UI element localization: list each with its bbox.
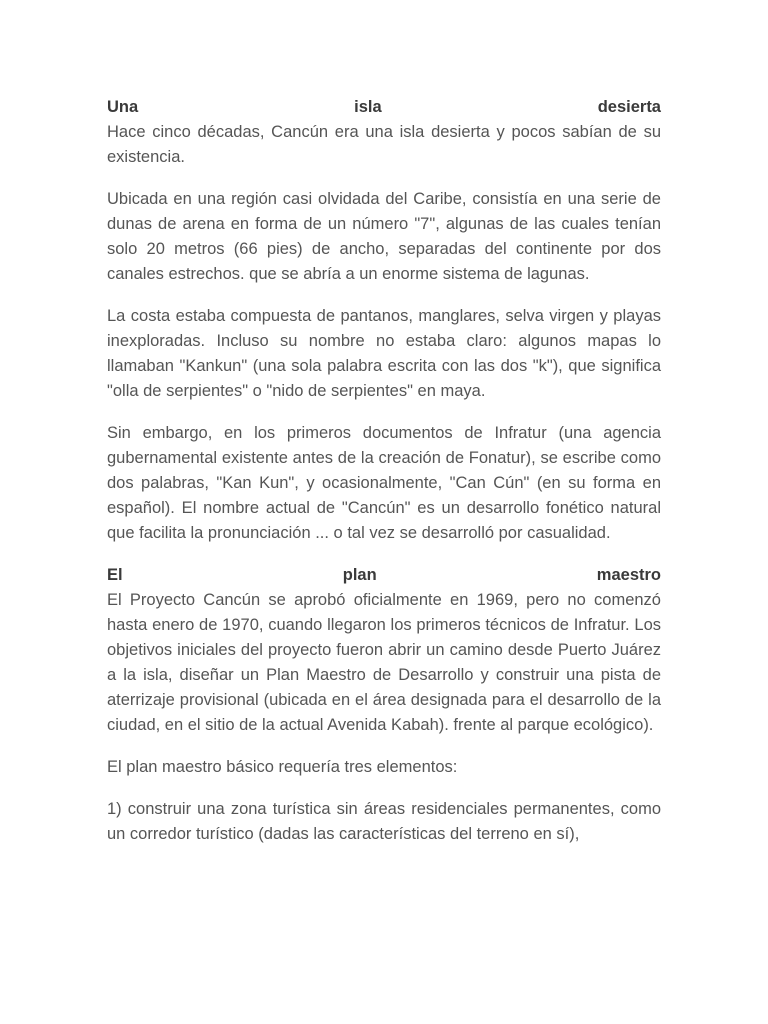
paragraph-block (107, 755, 661, 780)
paragraph-block (107, 187, 661, 287)
paragraph: El Proyecto Cancún se aprobó oficialmente en 1969, pero no comenzó hasta enero de 1970, cuando llegaron los primeros técnicos de Infratur. Los objetivos iniciales del proyecto fueron abrir un camino desde Puerto Juárez a la isla, diseñar un Plan Maestro de Desarrollo y construir una pista de aterrizaje provisional (ubicada en el área designada para el desarrollo de la ciudad, en el sitio de la actual Avenida Kabah). frente al parque ecológico). (107, 591, 661, 734)
paragraph: Hace cinco décadas, Cancún era una isla desierta y pocos sabían de su existencia. (107, 123, 661, 166)
heading-word: plan (342, 566, 377, 584)
paragraph: Ubicada en una región casi olvidada del Caribe, consistía en una serie de dunas de arena en forma de un número "7", algunas de las cuales tenían solo 20 metros (66 pies) de ancho, separadas del continente por dos canales estrechos. que se abría a un enorme sistema de lagunas. (107, 190, 661, 283)
document-page (107, 95, 661, 864)
heading-word: desierta (597, 98, 661, 116)
paragraph-block (107, 797, 661, 847)
paragraph-block (107, 421, 661, 546)
section-una-isla-desierta (107, 95, 661, 170)
paragraph: Sin embargo, en los primeros documentos de Infratur (una agencia gubernamental existente antes de la creación de Fonatur), se escribe como dos palabras, "Kan Kun", y ocasionalmente, "Can Cún" (en su forma en español). El nombre actual de "Cancún" es un desarrollo fonético natural que facilita la pronunciación ... o tal vez se desarrolló por casualidad. (107, 424, 661, 542)
heading-word: Una (107, 98, 139, 116)
paragraph-block (107, 304, 661, 404)
section-heading (107, 95, 661, 120)
section-el-plan-maestro (107, 563, 661, 738)
heading-word: maestro (596, 566, 661, 584)
paragraph: El plan maestro básico requería tres elementos: (107, 758, 458, 776)
section-heading (107, 563, 661, 588)
paragraph: 1) construir una zona turística sin áreas residenciales permanentes, como un corredor turístico (dadas las características del terreno en sí), (107, 800, 661, 843)
paragraph: La costa estaba compuesta de pantanos, manglares, selva virgen y playas inexploradas. Incluso su nombre no estaba claro: algunos mapas lo llamaban "Kankun" (una sola palabra escrita con las dos "k"), que significa "olla de serpientes" o "nido de serpientes" en maya. (107, 307, 661, 400)
heading-word: isla (354, 98, 382, 116)
heading-word: El (107, 566, 123, 584)
